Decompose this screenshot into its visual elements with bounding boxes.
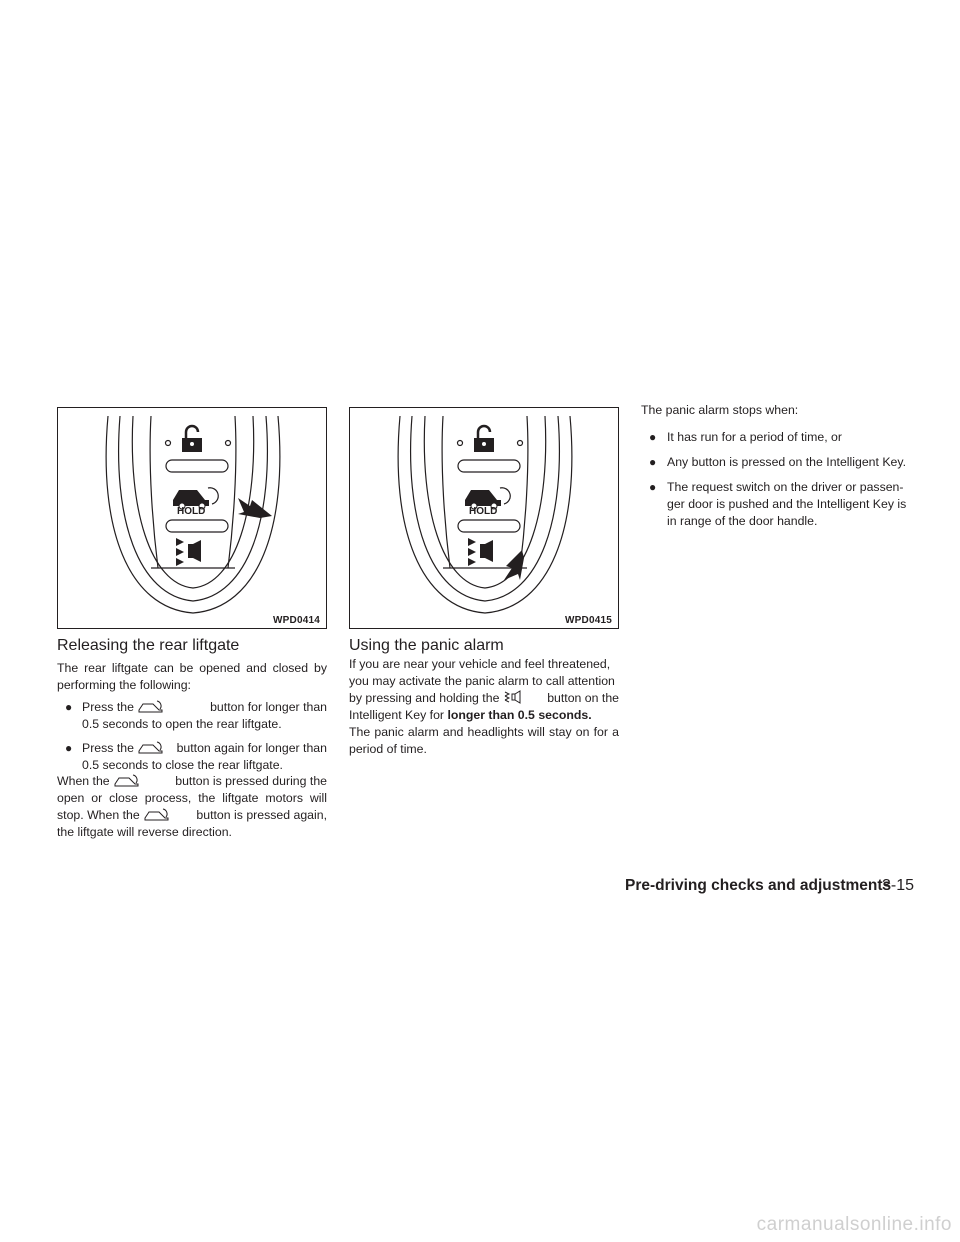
heading-releasing-liftgate: Releasing the rear liftgate	[57, 637, 240, 654]
liftgate-icon	[113, 773, 141, 787]
bullet-close-liftgate: Press the button again for longer than 0.5 seconds to close the rear liftgate.	[82, 741, 327, 772]
page-number: 3-15	[882, 877, 915, 894]
key-fob-illustration	[350, 408, 619, 629]
figure-key-fob-panic	[349, 407, 619, 629]
panic-duration: The panic alarm and headlights will stay on for a period of time.	[349, 725, 619, 756]
footer-section-title: Pre-driving checks and adjustments	[625, 877, 892, 894]
bullet-open-liftgate: Press the button for longer than 0.5 seconds to open the rear liftgate.	[82, 700, 327, 731]
panic-paragraph: If you are near your vehicle and feel threatened, you may activate the panic alarm to call attention by pressing and holding the button on the Intelligent Key for longer than 0.5 seconds.	[349, 657, 619, 722]
stop-condition-1: It has run for a period of time, or	[667, 430, 842, 444]
watermark: carmanualsonline.info	[756, 1214, 952, 1235]
bullet-dot: ●	[649, 455, 657, 469]
stop-condition-3: The request switch on the driver or passen- ger door is pushed and the Intelligent Key is in range of the door handle.	[667, 480, 907, 528]
liftgate-icon	[137, 699, 165, 713]
hold-label: HOLD	[469, 506, 498, 517]
panic-stops-intro: The panic alarm stops when:	[641, 403, 799, 417]
liftgate-icon	[137, 740, 165, 754]
bullet-dot: ●	[65, 741, 73, 755]
bullet-dot: ●	[649, 480, 657, 494]
bullet-dot: ●	[649, 430, 657, 444]
hold-label: HOLD	[177, 506, 206, 517]
heading-panic-alarm: Using the panic alarm	[349, 637, 504, 654]
liftgate-when-paragraph: When the button is pressed during the open or close process, the liftgate motors will stop. When the button is pressed again, the liftgate will reverse direction.	[57, 774, 327, 839]
figure-code: WPD0414	[273, 615, 320, 626]
figure-code: WPD0415	[565, 615, 612, 626]
liftgate-intro: The rear liftgate can be opened and closed by performing the following:	[57, 661, 327, 692]
panic-icon	[503, 690, 525, 704]
figure-key-fob-liftgate	[57, 407, 327, 629]
key-fob-illustration	[58, 408, 327, 629]
liftgate-icon	[143, 807, 171, 821]
stop-condition-2: Any button is pressed on the Intelligent Key.	[667, 455, 907, 469]
bullet-dot: ●	[65, 700, 73, 714]
